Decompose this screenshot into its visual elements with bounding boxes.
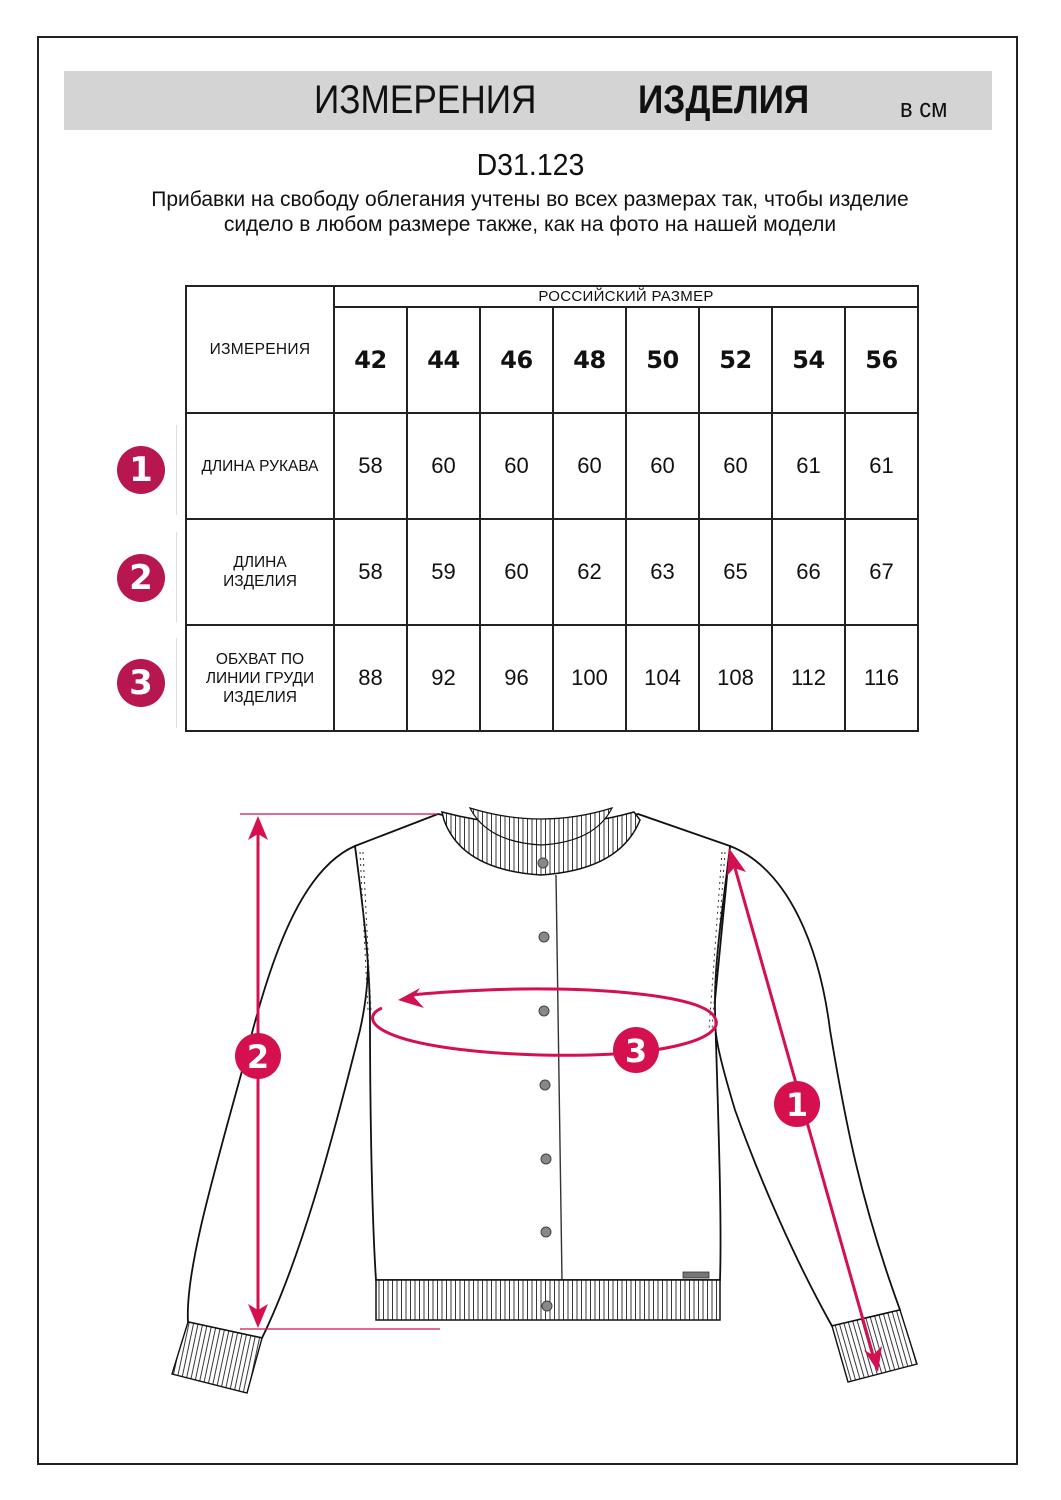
fit-description: Прибавки на свободу облегания учтены во всех размерах так, чтобы изделие сидело в любом размере также, как на фото на нашей модели [151, 188, 909, 236]
title-measurements: ИЗМЕРЕНИЯ [314, 78, 537, 122]
size-header: 52 [699, 307, 772, 413]
table-cell: 59 [407, 519, 480, 625]
row-label: ДЛИНА РУКАВА [186, 413, 334, 519]
button [541, 1227, 551, 1237]
button [539, 1006, 549, 1016]
table-cell: 61 [845, 413, 918, 519]
table-cell: 58 [334, 413, 407, 519]
table-cell: 112 [772, 625, 845, 731]
measurements-header: ИЗМЕРЕНИЯ [186, 286, 334, 413]
diagram-badge-1 [774, 1081, 820, 1127]
row-label-text: ДЛИНА ИЗДЕЛИЯ [223, 554, 297, 590]
title-garment: ИЗДЕЛИЯ [638, 78, 810, 122]
size-header: 50 [626, 307, 699, 413]
table-cell: 96 [480, 625, 553, 731]
table-cell: 61 [772, 413, 845, 519]
table-cell: 58 [334, 519, 407, 625]
table-cell: 60 [699, 413, 772, 519]
table-cell: 100 [553, 625, 626, 731]
row-badge: 2 [117, 554, 165, 602]
size-header: 44 [407, 307, 480, 413]
row-badge: 1 [117, 446, 165, 494]
badge-number: 3 [624, 1032, 648, 1070]
table-cell: 88 [334, 625, 407, 731]
table-cell: 67 [845, 519, 918, 625]
row-label-text: ОБХВАТ ПО ЛИНИИ ГРУДИ ИЗДЕЛИЯ [205, 650, 315, 706]
diagram-badge-2 [235, 1033, 281, 1079]
button [538, 858, 548, 868]
table-cell: 60 [480, 519, 553, 625]
product-code: D31.123 [476, 147, 585, 182]
size-header: 42 [334, 307, 407, 413]
diagram-badge-3 [613, 1027, 659, 1073]
table-cell: 104 [626, 625, 699, 731]
left-sleeve [188, 846, 368, 1338]
table-cell: 65 [699, 519, 772, 625]
table-cell: 116 [845, 625, 918, 731]
table-cell: 62 [553, 519, 626, 625]
size-system-header: РОССИЙСКИЙ РАЗМЕР [334, 286, 918, 307]
table-cell: 92 [407, 625, 480, 731]
size-header: 48 [553, 307, 626, 413]
button [539, 932, 549, 942]
row-badge: 3 [117, 659, 165, 707]
table-cell: 66 [772, 519, 845, 625]
size-header: 46 [480, 307, 553, 413]
button [540, 1080, 550, 1090]
table-cell: 108 [699, 625, 772, 731]
table-cell: 60 [553, 413, 626, 519]
button [541, 1154, 551, 1164]
hem-rib [376, 1280, 720, 1320]
label-tag [683, 1272, 709, 1278]
button [542, 1301, 552, 1311]
title-unit: в см [900, 93, 948, 123]
table-cell: 60 [480, 413, 553, 519]
table-cell: 63 [626, 519, 699, 625]
badge-number: 1 [785, 1086, 809, 1124]
table-cell: 60 [626, 413, 699, 519]
size-header: 56 [845, 307, 918, 413]
table-cell: 60 [407, 413, 480, 519]
size-header: 54 [772, 307, 845, 413]
badge-number: 2 [246, 1038, 270, 1076]
